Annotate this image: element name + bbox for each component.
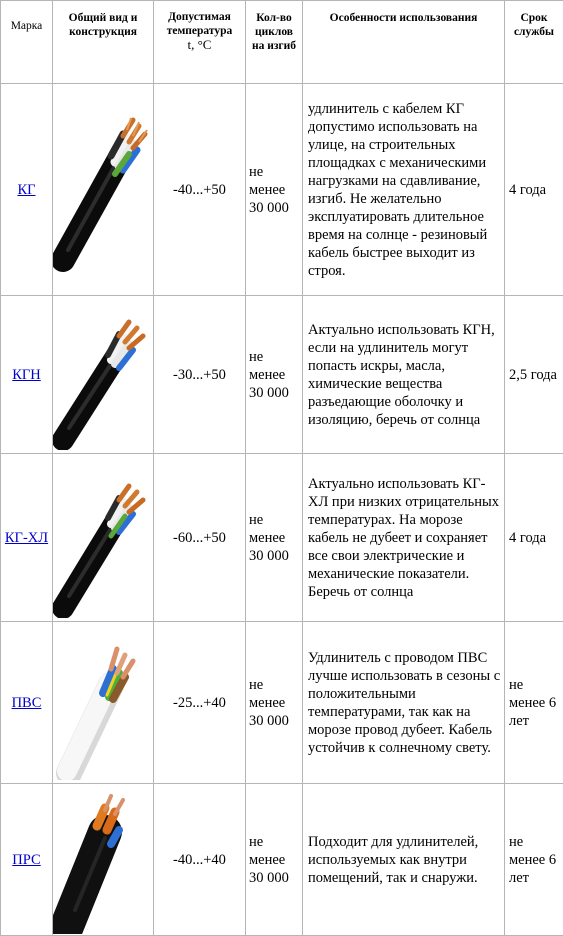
temperature-cell: -25...+40: [154, 622, 246, 784]
table-row: [1, 296, 563, 454]
features-cell: Подходит для удлинителей, используемых как внутри помещений, так и снаружи.: [303, 784, 505, 936]
temperature-cell: -40...+50: [154, 84, 246, 296]
features-cell: удлинитель с кабелем КГ допустимо использовать на улице, на строительных площадках с механическими нагрузками на сдавливание, изгиб. Не желательно эксплуатировать длительное время на солнце - резиновый кабель быстрее выходит из строя.: [303, 84, 505, 296]
temperature-cell: -40...+40: [154, 784, 246, 936]
cable-image-cell: [53, 84, 154, 296]
cycles-cell: не менее 30 000: [246, 622, 303, 784]
black-rubber-cable-image: [53, 458, 154, 618]
header-temperature-unit: t, °C: [188, 37, 212, 52]
cable-image-cell: [53, 296, 154, 454]
header-features: Особенности использования: [303, 1, 505, 84]
cable-image-cell: [53, 784, 154, 936]
mark-link-kghl[interactable]: КГ-ХЛ: [5, 530, 48, 546]
header-row: [1, 1, 563, 84]
header-view: Общий вид и конструкция: [53, 1, 154, 84]
mark-cell: [1, 784, 53, 936]
mark-link-pvs[interactable]: ПВС: [12, 695, 42, 711]
cycles-cell: не менее 30 000: [246, 784, 303, 936]
life-cell: не менее 6 лет: [505, 622, 563, 784]
white-pvs-cable-image: [53, 625, 154, 780]
cable-image-cell: [53, 622, 154, 784]
cable-image-cell: [53, 454, 154, 622]
mark-link-kgn[interactable]: КГН: [12, 367, 41, 383]
temperature-cell: -60...+50: [154, 454, 246, 622]
features-cell: Актуально использовать КГ-ХЛ при низких отрицательных температурах. На морозе кабель не дубеет и сохраняет все свои электрические и механические показатели. Беречь от солнца: [303, 454, 505, 622]
life-cell: 4 года: [505, 454, 563, 622]
black-prs-cable-image: [53, 786, 154, 934]
mark-cell: [1, 454, 53, 622]
features-cell: Удлинитель с проводом ПВС лучше использовать в сезоны с положительными температурами, так как на морозе провод дубеет. Кабель устойчив к солнечному свету.: [303, 622, 505, 784]
life-cell: 2,5 года: [505, 296, 563, 454]
life-cell: не менее 6 лет: [505, 784, 563, 936]
temperature-cell: -30...+50: [154, 296, 246, 454]
table-row: [1, 784, 563, 936]
life-cell: 4 года: [505, 84, 563, 296]
table-row: [1, 622, 563, 784]
cycles-cell: не менее 30 000: [246, 296, 303, 454]
features-cell: Актуально использовать КГН, если на удлинитель могут попасть искры, масла, химические вещества разъедающие оболочку и изоляцию, беречь от солнца: [303, 296, 505, 454]
mark-cell: [1, 622, 53, 784]
cycles-cell: не менее 30 000: [246, 84, 303, 296]
header-temperature: [154, 1, 246, 84]
mark-link-prs[interactable]: ПРС: [12, 852, 40, 868]
header-mark: Марка: [1, 1, 53, 84]
mark-link-kg[interactable]: КГ: [17, 182, 35, 198]
cycles-cell: не менее 30 000: [246, 454, 303, 622]
mark-cell: [1, 296, 53, 454]
black-rubber-cable-image: [53, 90, 154, 290]
header-life: Срок службы: [505, 1, 563, 84]
table-row: [1, 84, 563, 296]
table-row: [1, 454, 563, 622]
black-rubber-cable-image: [53, 300, 154, 450]
mark-cell: [1, 84, 53, 296]
header-cycles: Кол-во циклов на изгиб: [246, 1, 303, 84]
header-temperature-label: Допустимая температура: [167, 11, 233, 37]
